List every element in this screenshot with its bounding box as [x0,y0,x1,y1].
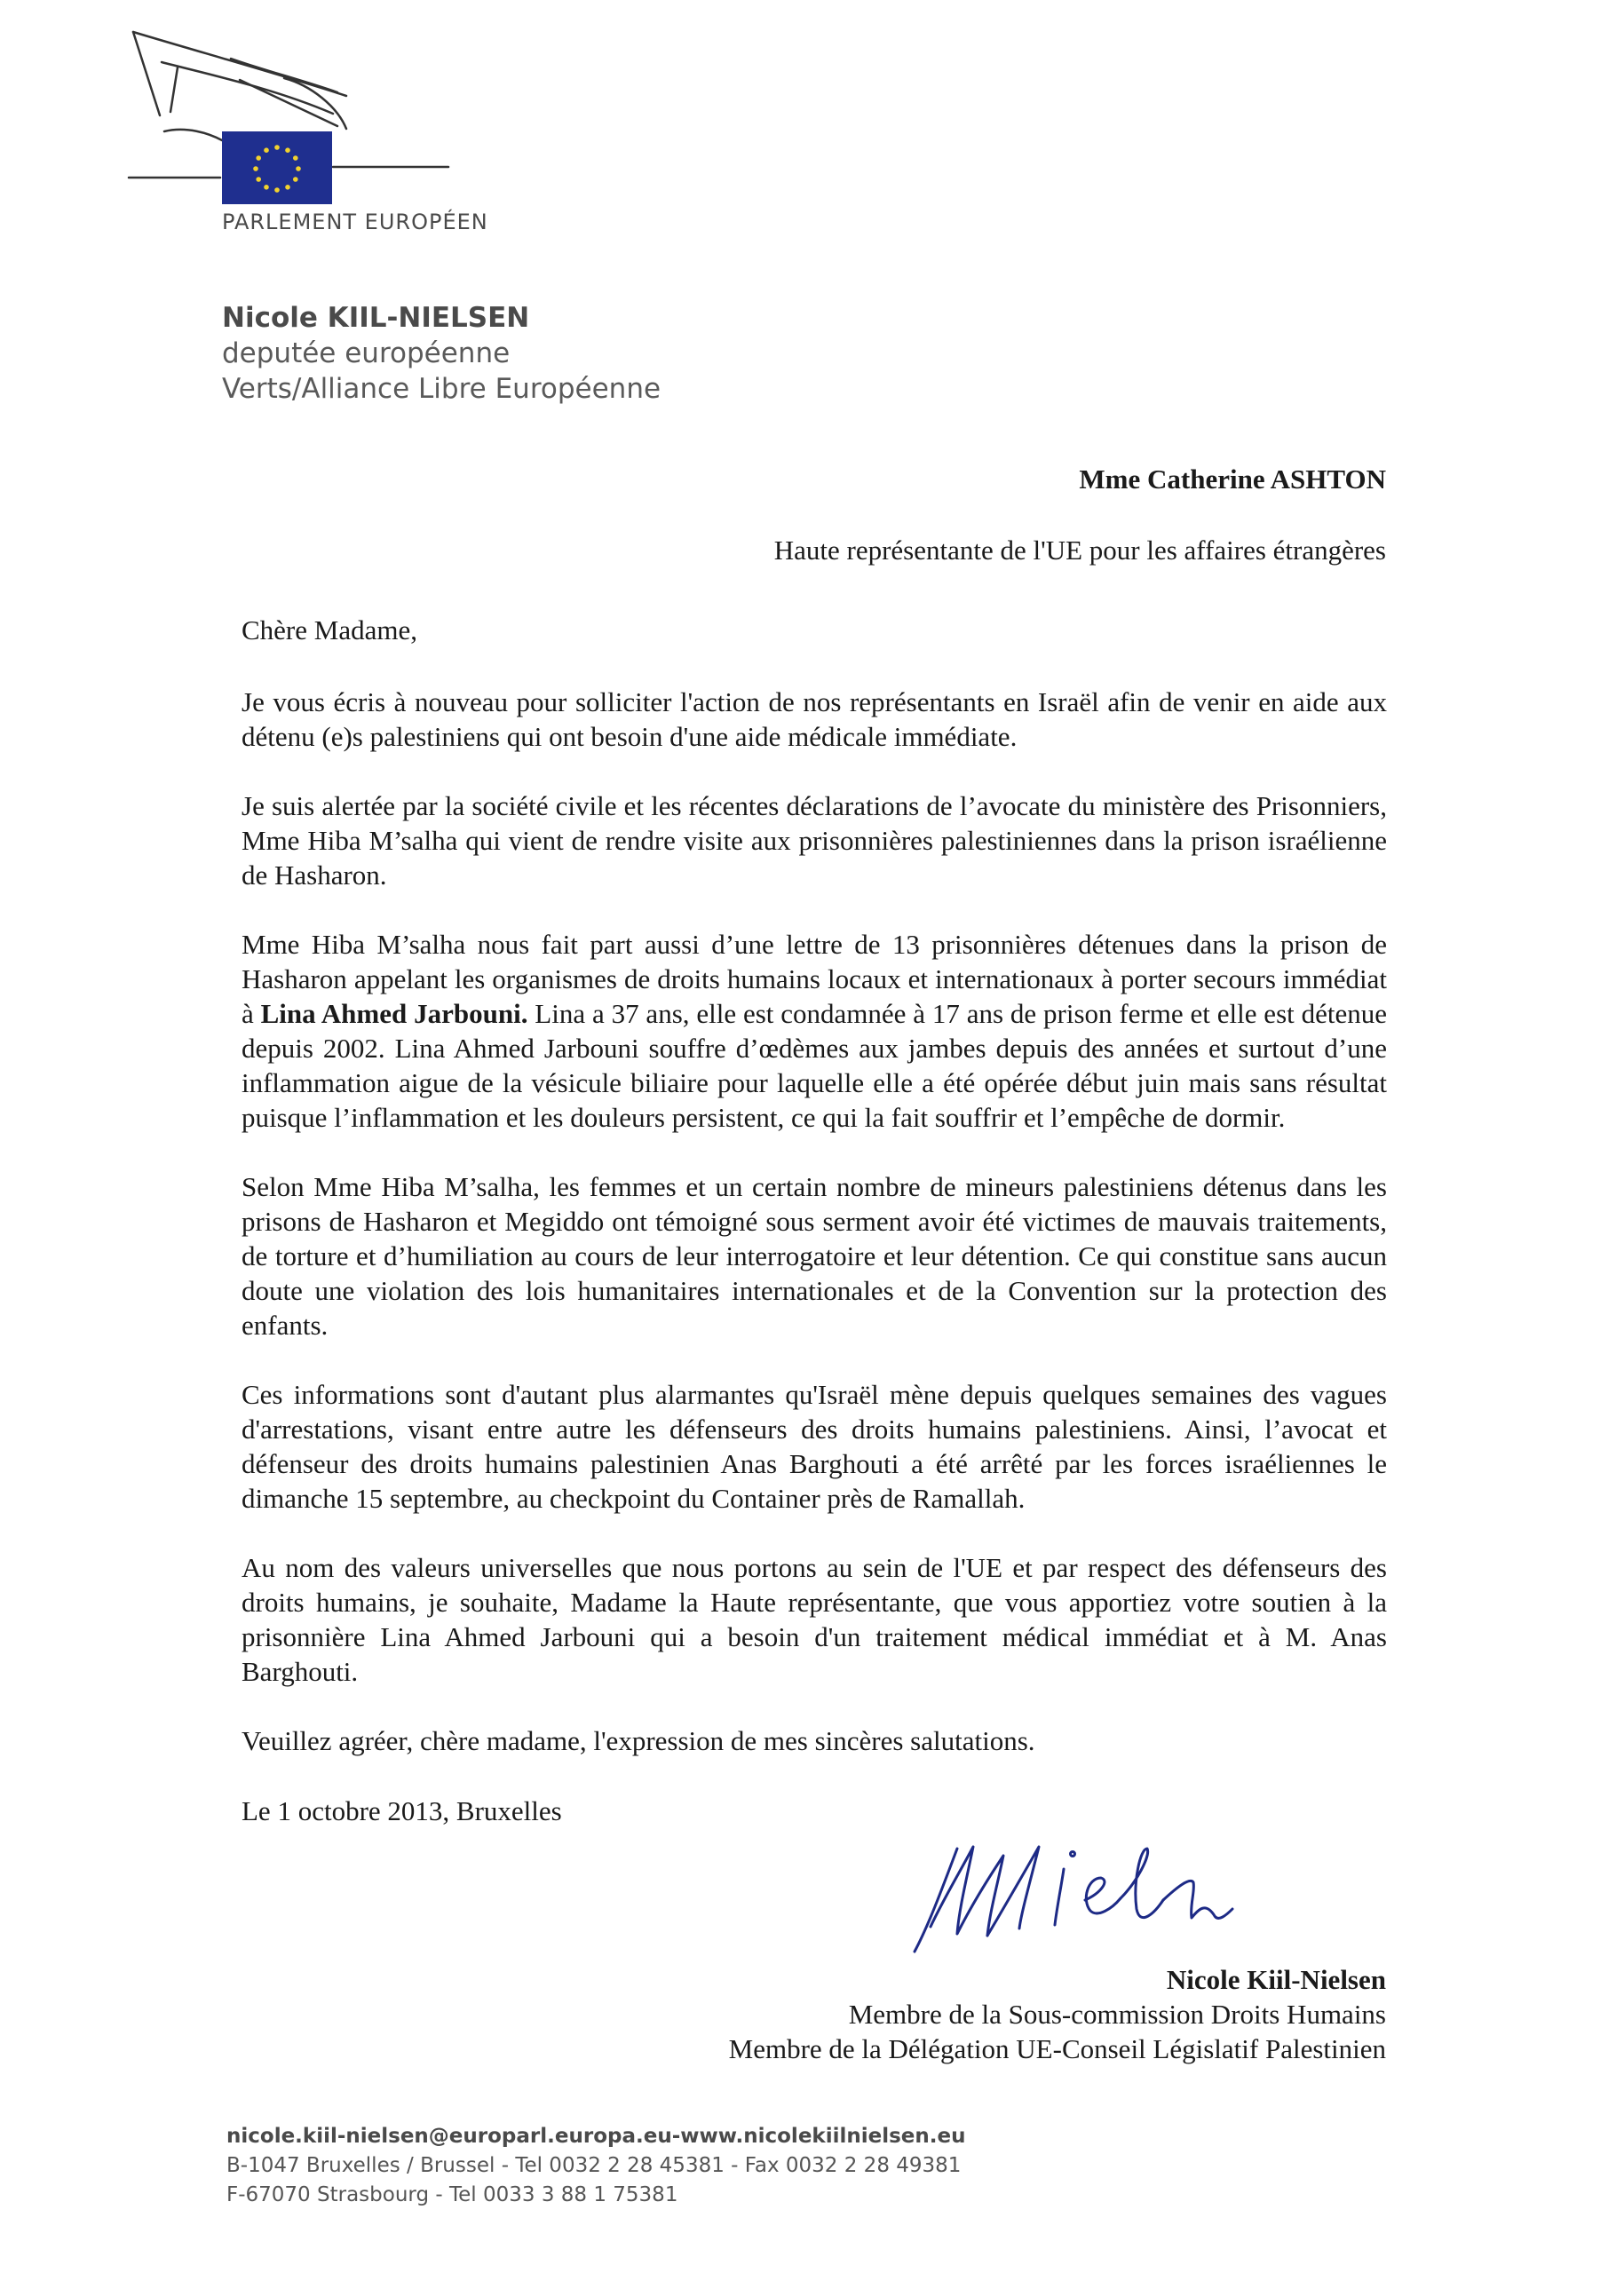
european-parliament-logo-icon [124,27,462,204]
salutation: Chère Madame, [242,614,417,645]
sender-role: deputée européenne [222,337,511,369]
recipient-name: Mme Catherine ASHTON [1079,463,1386,495]
signatory-role-2: Membre de la Délégation UE-Conseil Législatif Palestinien [728,2033,1386,2064]
recipient-title: Haute représentante de l'UE pour les affaires étrangères [773,535,1386,566]
patient-name: Lina Ahmed Jarbouni. [260,998,528,1029]
footer-strasbourg-address: F-67070 Strasbourg - Tel 0033 3 88 1 75381 [226,2183,678,2206]
date-place: Le 1 octobre 2013, Bruxelles [242,1795,562,1826]
paragraph-6: Au nom des valeurs universelles que nous portons au sein de l'UE et par respect des défenseurs des droits humains, je souhaite, Madame la Haute représentante, que vous apportiez votre soutien à la prisonnière Lina Ahmed Jarbouni qui a besoin d'un traitement médical immédiat et à M. Anas Barghouti. [242,1552,1387,1687]
footer-contact [226,2122,965,2210]
signatory-role-1: Membre de la Sous-commission Droits Humains [848,1999,1386,2030]
sender-block [222,300,661,407]
paragraph-3-end: Lina a 37 ans, elle est condamnée à 17 ans de prison ferme et elle est détenue depuis 2002. Lina Ahmed Jarbouni souffre d’œdèmes aux jambes depuis des années et surtout d’une inflammation aigue de la vésicule biliaire pour laquelle elle a été opérée début juin mais sans résultat puisque l’inflammation et les douleurs persistent, ce qui la fait souffrir et l’empêche de dormir. [242,998,1387,1133]
paragraph-1: Je vous écris à nouveau pour solliciter l'action de nos représentants en Israël afin de venir en aide aux détenu (e)s palestiniens qui ont besoin d'une aide médicale immédiate. [242,686,1387,752]
handwritten-signature [888,1829,1270,1967]
paragraph-3-start: Mme Hiba M’salha nous fait part aussi d’une lettre de 13 prisonnières détenues dans la prison de Hasharon appelant les organismes de droits humains locaux et internationaux à porter secours immédiat à [242,929,1387,1029]
signatory-name: Nicole Kiil-Nielsen [1166,1964,1386,1995]
footer-brussels-address: B-1047 Bruxelles / Brussel - Tel 0032 2 28 45381 - Fax 0032 2 28 49381 [226,2154,962,2177]
footer-email-website: nicole.kiil-nielsen@europarl.europa.eu-www.nicolekiilnielsen.eu [226,2125,966,2148]
paragraph-4: Selon Mme Hiba M’salha, les femmes et un certain nombre de mineurs palestiniens détenus dans les prisons de Hasharon et Megiddo ont témoigné sous serment avoir été victimes de mauvais traitements, de torture et d’humiliation au cours de leur interrogatoire et leur détention. Ce qui constitue sans aucun doute une violation des lois humanitaires internationales et de la Convention sur la protection des enfants. [242,1171,1387,1341]
paragraph-3 [242,927,1387,1135]
sender-name: Nicole KIIL-NIELSEN [222,302,530,334]
eu-flag-icon [222,131,332,204]
organization-name: PARLEMENT EUROPÉEN [222,210,488,234]
sender-group: Verts/Alliance Libre Européenne [222,373,661,405]
letter-body [242,613,1387,1828]
signature-block [729,1962,1386,2066]
european-parliament-logo [124,27,462,204]
paragraph-5: Ces informations sont d'autant plus alarmantes qu'Israël mène depuis quelques semaines des vagues d'arrestations, visant entre autre les défenseurs des droits humains palestiniens. Ainsi, l’avocat et défenseur des droits humains palestinien Anas Barghouti a été arrêté par les forces israéliennes le dimanche 15 septembre, au checkpoint du Container près de Ramallah. [242,1379,1387,1514]
paragraph-2: Je suis alertée par la société civile et les récentes déclarations de l’avocate du ministère des Prisonniers, Mme Hiba M’salha qui vient de rendre visite aux prisonnières palestiniennes dans la prison israélienne de Hasharon. [242,790,1387,891]
closing-formula: Veuillez agréer, chère madame, l'expression de mes sincères salutations. [242,1725,1035,1756]
recipient-block [774,463,1386,566]
